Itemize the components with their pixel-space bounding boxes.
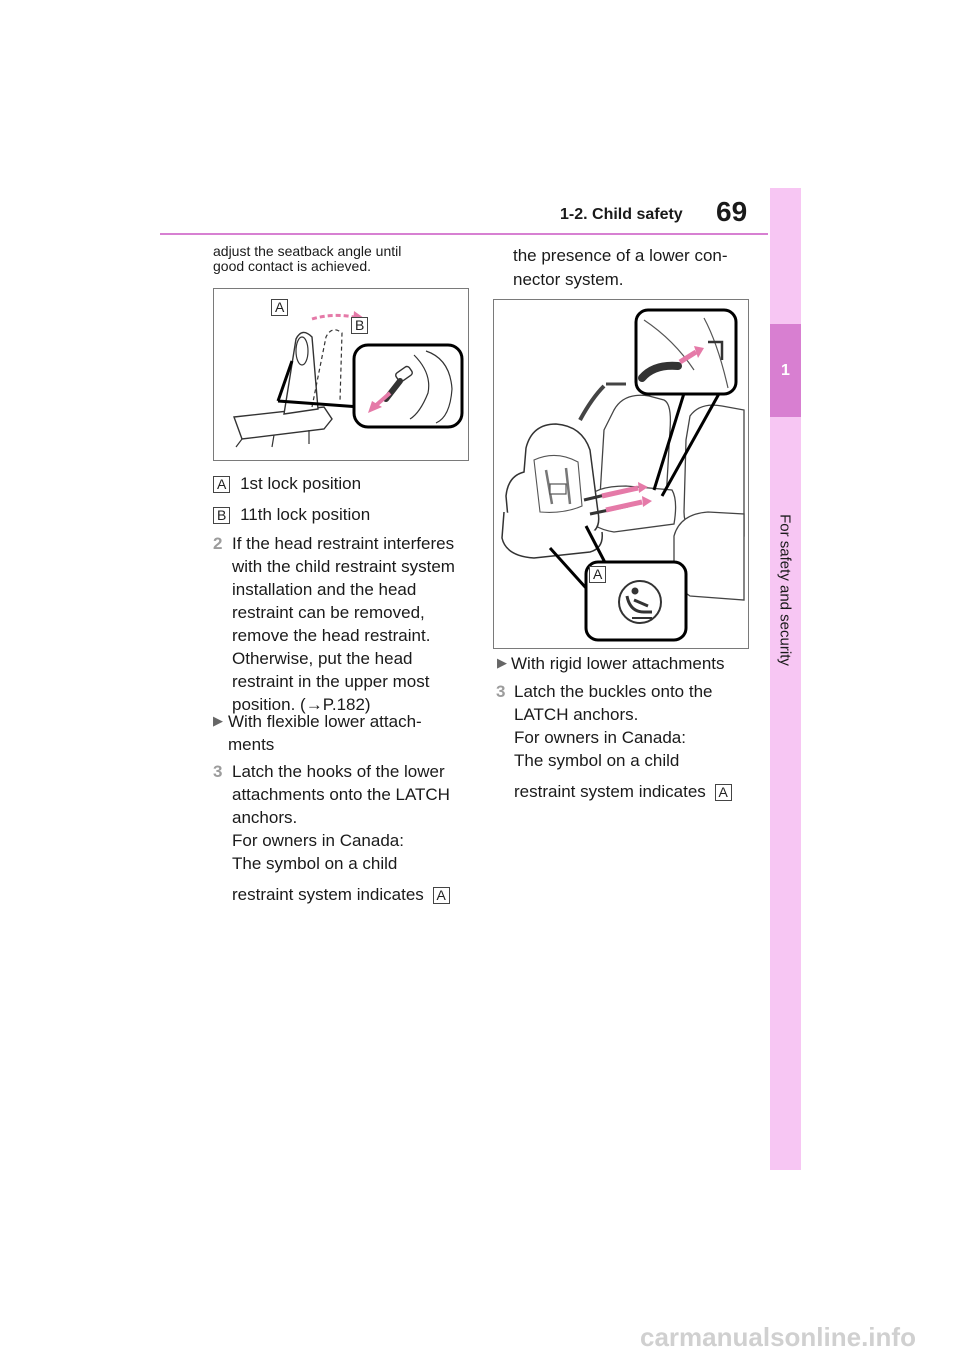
step-2-number: 2 xyxy=(213,534,223,553)
step-3-line: Latch the hooks of the lower xyxy=(232,762,445,781)
step-2-line: restraint in the upper most xyxy=(232,672,430,691)
step-3-label-a: A xyxy=(433,887,450,904)
section-title: 1-2. Child safety xyxy=(560,206,683,223)
step-3-line: attachments onto the LATCH xyxy=(232,785,450,804)
step-3-number-right: 3 xyxy=(496,682,506,701)
step-3-label-a: A xyxy=(715,784,732,801)
step-3-last-line xyxy=(514,780,754,803)
step-3-text xyxy=(232,760,472,906)
step-2-text xyxy=(232,532,467,716)
legend-item-b xyxy=(213,503,370,526)
intro-text-line2: good contact is achieved. xyxy=(213,258,371,274)
step-2-line: with the child restraint system xyxy=(232,557,455,576)
page-number: 69 xyxy=(716,196,748,227)
step-3-line: The symbol on a child xyxy=(514,751,680,770)
legend-key-a: A xyxy=(213,476,230,493)
chapter-title-vertical xyxy=(769,460,801,720)
seatback-angle-figure xyxy=(213,288,469,461)
child-seat-illustration xyxy=(494,300,748,648)
seatback-illustration xyxy=(214,289,468,460)
step-2-line: remove the head restraint. xyxy=(232,626,431,645)
step-3-number: 3 xyxy=(213,762,223,781)
continued-text-line2: nector system. xyxy=(513,270,624,289)
rigid-bullet-text: With rigid lower attachments xyxy=(511,654,725,673)
chapter-title: For safety and security xyxy=(776,514,794,666)
flexible-bullet-line1: With flexible lower attach- xyxy=(228,712,422,731)
flexible-bullet-line2: ments xyxy=(228,735,275,754)
chapter-number: 1 xyxy=(770,324,801,417)
step-3-last-line xyxy=(232,883,472,906)
legend-text-b: 11th lock position xyxy=(240,505,371,524)
child-seat-figure xyxy=(493,299,749,649)
legend-text-a: 1st lock position xyxy=(240,474,362,493)
step-3-line: LATCH anchors. xyxy=(514,705,639,724)
figure-label-a: A xyxy=(589,566,606,583)
figure-label-b: B xyxy=(351,317,368,334)
watermark: carmanualsonline.info xyxy=(640,1322,916,1352)
step-3-line: For owners in Canada: xyxy=(232,831,404,850)
intro-text-line1: adjust the seatback angle until xyxy=(213,243,402,259)
step-2-line: Otherwise, put the head xyxy=(232,649,413,668)
step-3-line: The symbol on a child xyxy=(232,854,398,873)
figure-label-a: A xyxy=(271,299,288,316)
step-3-line: anchors. xyxy=(232,808,298,827)
step-3-line: For owners in Canada: xyxy=(514,728,686,747)
step-2-line: installation and the head xyxy=(232,580,417,599)
step-2-line-ref[interactable]: position. (→P.182) xyxy=(232,695,371,714)
step-3-line: restraint system indicates xyxy=(514,782,706,801)
step-3-line: Latch the buckles onto the xyxy=(514,682,713,701)
step-2-line: restraint can be removed, xyxy=(232,603,425,622)
header-rule xyxy=(160,233,768,235)
bullet-triangle-icon: ▶ xyxy=(213,713,223,728)
legend-item-a xyxy=(213,472,361,495)
step-3-line: restraint system indicates xyxy=(232,885,424,904)
step-3-text-right xyxy=(514,680,754,803)
step-2-line: If the head restraint interferes xyxy=(232,534,455,553)
legend-key-b: B xyxy=(213,507,230,524)
bullet-triangle-icon: ▶ xyxy=(497,655,507,670)
continued-text-line1: the presence of a lower con- xyxy=(513,246,728,265)
